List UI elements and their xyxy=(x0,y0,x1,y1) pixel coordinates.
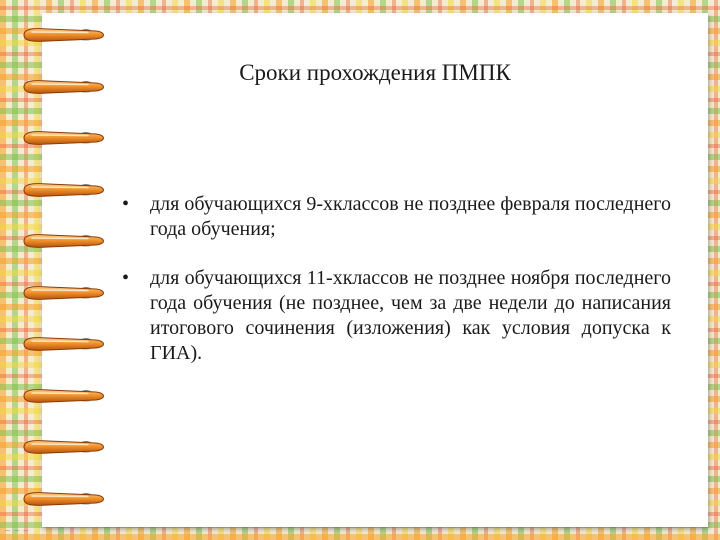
binder-ring-icon xyxy=(18,387,110,405)
bullet-list xyxy=(118,192,671,390)
bullet-item-11-class xyxy=(118,266,671,366)
watermark-signature: ~ ~ ~ xyxy=(4,526,30,535)
bullet-dot-icon: • xyxy=(122,193,130,215)
binder-ring-icon xyxy=(18,129,110,147)
binder-ring-icon xyxy=(18,26,110,44)
binder-ring-icon xyxy=(18,335,110,353)
binder-ring-icon xyxy=(18,232,110,250)
bullet-dot-icon: • xyxy=(122,267,130,289)
bullet-text-9-class: для обучающихся 9-хклассов не позднее февраля последнего года обучения; xyxy=(150,193,671,240)
bullet-item-9-class xyxy=(118,192,671,242)
binder-ring-icon xyxy=(18,181,110,199)
bullet-text-11-class: для обучающихся 11-хклассов не позднее ноября последнего года обучения (не позднее, чем за две недели до написания итогового сочинения (изложения) как условия допуска к ГИА). xyxy=(150,267,671,364)
binder-ring-icon xyxy=(18,438,110,456)
slide-title: Сроки прохождения ПМПК xyxy=(239,60,511,85)
binder-ring-icon xyxy=(18,490,110,508)
binder-ring-icon xyxy=(18,284,110,302)
